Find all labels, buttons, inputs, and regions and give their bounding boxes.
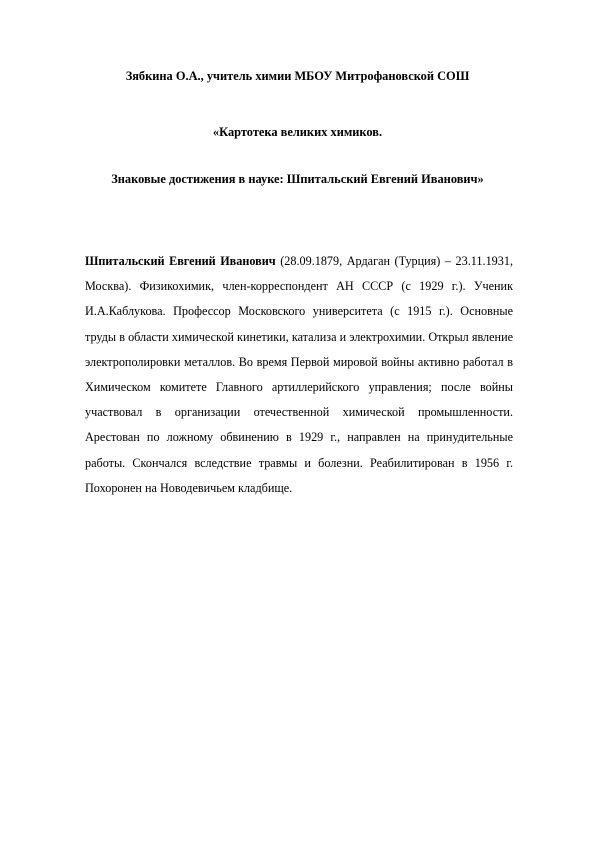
chemist-name: Шпитальский Евгений Иванович <box>85 254 276 268</box>
biography-text: (28.09.1879, Ардаган (Турция) – 23.11.1931, Москва). Физикохимик, член-корреспондент АН СССР (с 1929 г.). Ученик И.А.Каблукова. Профессор Московского университета (с 1915 г.). Основные труды в области химической кинетики, катализа и электрохимии. Открыл явление электрополировки металлов. Во время Первой мировой войны активно работал в Химическом комитете Главного артиллерийского управления; после войны участвовал в организации отечественной химической промышленности. Арестован по ложному обвинению в 1929 г., направлен на принудительные работы. Скончался вследствие травмы и болезни. Реабилитирован в 1956 г. Похоронен на Новодевичьем кладбище. <box>85 254 513 495</box>
series-title: «Картотека великих химиков. <box>212 125 383 139</box>
document-subtitle: Знаковые достижения в науке: Шпитальский Евгений Иванович» <box>111 172 484 186</box>
biography-paragraph <box>85 249 513 501</box>
author-line: Зябкина О.А., учитель химии МБОУ Митрофановской СОШ <box>125 69 470 83</box>
